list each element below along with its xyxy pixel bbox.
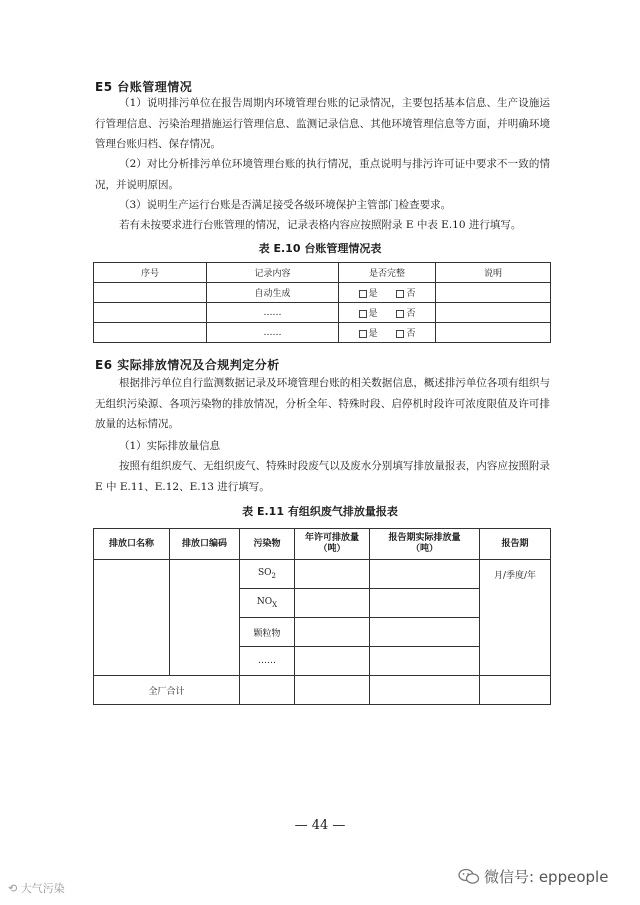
checkbox-icon	[396, 330, 404, 338]
cell-no	[94, 323, 207, 343]
no-option: 否	[396, 306, 415, 319]
cell-no	[94, 283, 207, 303]
table-e10	[93, 262, 551, 343]
no-option: 否	[396, 286, 415, 299]
cell-content: ……	[207, 303, 339, 323]
cell-outlet-code	[170, 560, 240, 676]
cell-pollutant-more: ……	[240, 647, 295, 676]
cell-permit	[295, 589, 370, 618]
e6-paragraph-3: 按照有组织废气、无组织废气、特殊时段废气以及废水分别填写排放量报表，内容应按照附录 E 中 E.11、E.12、E.13 进行填写。	[95, 460, 550, 493]
cell-pollutant-nox: $NO_X$	[240, 589, 295, 618]
table-e11-caption: 表 E.11 有组织废气排放量报表	[242, 505, 398, 518]
table-header-row	[94, 529, 551, 560]
cell-actual	[370, 647, 480, 676]
cell-total-period	[480, 676, 551, 705]
col-header-complete: 是否完整	[339, 263, 436, 283]
wechat-id: 微信号: eppeople	[484, 868, 609, 886]
section-e5-title: E5 台账管理情况	[95, 80, 193, 94]
cell-outlet-name	[94, 560, 170, 676]
wechat-icon	[458, 868, 480, 885]
cell-note	[436, 283, 551, 303]
watermark-logo-icon: ⟲	[8, 882, 18, 895]
yes-option: 是	[359, 286, 378, 299]
cell-total-actual	[370, 676, 480, 705]
cell-content: ……	[207, 323, 339, 343]
page-number: — 44 —	[294, 818, 346, 833]
cell-permit	[295, 560, 370, 589]
yes-option: 是	[359, 306, 378, 319]
cell-complete	[339, 323, 436, 343]
cell-total-pollutant	[240, 676, 295, 705]
checkbox-icon	[396, 310, 404, 318]
table-header-row	[94, 263, 551, 283]
col-header-outlet-name: 排放口名称	[94, 529, 170, 560]
cell-actual	[370, 618, 480, 647]
yes-option: 是	[359, 326, 378, 339]
col-header-period: 报告期	[480, 529, 551, 560]
watermark-text: 大气污染	[20, 882, 65, 895]
cell-note	[436, 323, 551, 343]
col-header-permit-amount: 年许可排放量 （吨）	[295, 529, 370, 560]
table-total-row	[94, 676, 551, 705]
cell-permit	[295, 618, 370, 647]
table-e10-caption: 表 E.10 台账管理情况表	[258, 242, 382, 255]
e5-paragraph-3: （3）说明生产运行台账是否满足接受各级环境保护主管部门检查要求。	[119, 199, 452, 211]
wechat-watermark	[458, 866, 608, 887]
cell-actual	[370, 589, 480, 618]
table-row	[94, 283, 551, 303]
col-header-no: 序号	[94, 263, 207, 283]
cell-permit	[295, 647, 370, 676]
section-e6-title: E6 实际排放情况及合规判定分析	[95, 358, 280, 372]
col-header-note: 说明	[436, 263, 551, 283]
table-e11	[93, 528, 551, 705]
col-header-actual-amount: 报告期实际排放量 （吨）	[370, 529, 480, 560]
e6-paragraph-1: 根据排污单位自行监测数据记录及环境管理台账的相关数据信息，概述排污单位各项有组织与无组织污染源、各项污染物的排放情况，分析全年、特殊时段、启停机时段许可浓度限值及许可排放量的达标情况。	[95, 377, 550, 430]
checkbox-icon	[359, 310, 367, 318]
col-header-content: 记录内容	[207, 263, 339, 283]
corner-watermark	[8, 880, 65, 896]
no-option: 否	[396, 326, 415, 339]
cell-actual	[370, 560, 480, 589]
col-header-outlet-code: 排放口编码	[170, 529, 240, 560]
checkbox-icon	[359, 330, 367, 338]
e6-paragraph-2: （1）实际排放量信息	[119, 440, 221, 452]
cell-complete	[339, 283, 436, 303]
cell-note	[436, 303, 551, 323]
table-row	[94, 303, 551, 323]
e5-paragraph-1: （1）说明排污单位在报告周期内环境管理台账的记录情况，主要包括基本信息、生产设施运行管理信息、污染治理措施运行管理信息、监测记录信息、其他环境管理信息等方面，并明确环境管理台账归档、保存情况。	[95, 97, 550, 150]
table-row	[94, 323, 551, 343]
cell-pollutant-pm: 颗粒物	[240, 618, 295, 647]
cell-total-label: 全厂合计	[94, 676, 240, 705]
cell-total-permit	[295, 676, 370, 705]
cell-period: 月/季度/年	[480, 560, 551, 676]
e5-paragraph-2: （2）对比分析排污单位环境管理台账的执行情况，重点说明与排污许可证中要求不一致的情况，并说明原因。	[95, 158, 550, 191]
cell-no	[94, 303, 207, 323]
cell-content: 自动生成	[207, 283, 339, 303]
checkbox-icon	[359, 290, 367, 298]
checkbox-icon	[396, 290, 404, 298]
col-header-pollutant: 污染物	[240, 529, 295, 560]
e5-paragraph-4: 若有未按要求进行台账管理的情况，记录表格内容应按照附录 E 中表 E.10 进行填写。	[119, 219, 522, 231]
table-row	[94, 560, 551, 589]
cell-pollutant-so2: $SO_2$	[240, 560, 295, 589]
cell-complete	[339, 303, 436, 323]
